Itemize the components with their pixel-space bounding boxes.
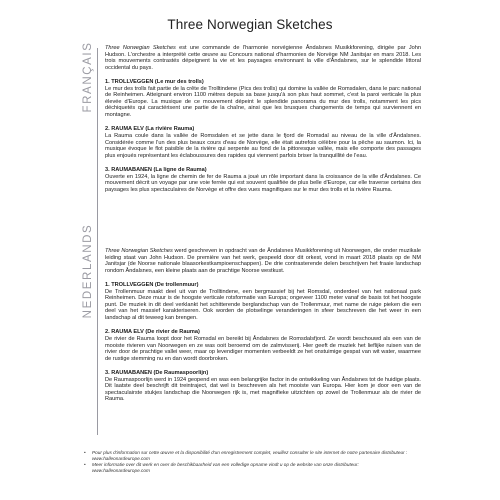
movement-heading: 1. TROLLVEGGEN (Le mur des trolls)	[105, 79, 204, 86]
movement-heading: 3. RAUMABANEN (La ligne de Rauma)	[105, 167, 207, 174]
section-divider-dutch	[97, 245, 98, 435]
footer-notes	[84, 450, 414, 473]
intro-text: est une commande de l'harmonie norvégienne Åndalsnes Musikkforening, dirigée par John Hudson. L'orchestre a interprété cette œuvre au Concours national d'harmonies de Norvège NM Janitsjar en mars 2018. Les trois mouvements contrastés dépeignent la vie et les paysages environnant la ville d'Åndalsnes, sur le splendide littoral occidental du pays.	[105, 45, 421, 71]
work-title-italic: Three Norwegian Sketches	[105, 248, 173, 254]
movement-text: Ouverte en 1924, la ligne de chemin de fer de Rauma a joué un rôle important dans la croissance de la ville d'Åndalsnes. Ce mouvement décrit un voyage par une voie ferrée qui est souvent qualifiée de plus belle d'Europe, car elle traverse certains des paysages les plus spectaculaires de Norvège et offre des vues magnifiques sur le mur des trolls et la rivière Rauma.	[105, 173, 421, 193]
work-title-italic: Three Norwegian Sketches	[105, 45, 176, 51]
section-french	[105, 45, 421, 193]
movement-heading: 2. RAUMA ELV (La rivière Rauma)	[105, 126, 195, 133]
intro-text: werd geschreven in opdracht van de Åndalsnes Musikkforening uit Noorwegen, die onder muzikale leiding staat van John Hudson. De première van het werk, gespeeld door dit orkest, vond in maart 2018 plaats op de NM Janitsjar (de Noorse nationale blaasorkestkampioenschappen). De drie contrasterende delen beschrijven het fraaie landschap rondom Åndalsnes, een kleine plaats aan de prachtige Noorse westkust.	[105, 248, 421, 274]
movement-heading: 2. RAUMA ELV (De rivier de Rauma)	[105, 329, 200, 336]
movement-text: Le mur des trolls fait partie de la crête de Trolltindene (Pics des trolls) qui domine la vallée de Romsdalen, dans le parc national de Reinheimen. Atteignant environ 1100 mètres depuis sa base jusqu'à son plus haut sommet, c'est la paroi verticale la plus élevée d'Europe. La musique de ce mouvement dépeint le splendide panorama du mur des trolls, notamment les pics déchiquetés qui caractérisent une partie de la chaîne, ainsi que les brusques changements de temps qui surviennent en montagne.	[105, 85, 421, 118]
bullet-icon: •	[84, 462, 86, 468]
section-dutch	[105, 248, 421, 403]
movement-text: De rivier de Rauma loopt door het Romsdal en bereikt bij Åndalsnes de Romsdalsfjord. Ze wordt beschouwd als een van de mooiste rivieren van Noorwegen en ze was ooit beroemd om de zalmvisserij. Hier geeft de muziek het lieflijke ruisen van de rivier door de prachtige vallei weer, maar op levendiger momenten verbeeldt ze het onstuimige gespat van wit water, waarmee de rustige stemming nu en dan wordt doorbroken.	[105, 336, 421, 362]
intro-paragraph	[105, 248, 421, 274]
footnote	[84, 450, 414, 461]
movement-heading: 1. TROLLVEGGEN (De trollenmuur)	[105, 282, 199, 289]
bullet-icon: •	[84, 450, 86, 455]
footnote-text-dutch: Meer informatie over dit werk en over de beschikbaarheid van een volledige opname vindt u op de website van onze distributeur: www.halleonardeurope.com	[92, 462, 359, 473]
movement-text: La Rauma coule dans la vallée de Romsdalen et se jette dans le fjord de Romsdal au niveau de la ville d'Åndalsnes. Considérée comme l'un des plus beaux cours d'eau de Norvège, elle était autrefois célèbre pour la pêche au saumon. Ici, la musique évoque le flot paisible de la rivière qui serpente au fond de la pittoresque vallée, mais elle comporte des passages plus enjoués représentant les éclaboussures des rapides qui viennent parfois briser la tranquillité de l'eau.	[105, 133, 421, 159]
intro-paragraph	[105, 45, 421, 71]
footnote-text-french: Pour plus d'information sur cette œuvre et la disponibilité d'un enregistrement complet, veuillez consulter le site internet de notre partenaire distributeur : www.halleonardeurope.com	[92, 450, 408, 461]
language-label-dutch: NEDERLANDS	[82, 223, 94, 319]
footnote	[84, 462, 414, 473]
movement-text: De Trollenmuur maakt deel uit van de Trolltindene, een bergmassief bij het Romsdal, onderdeel van het nationaal park Reinheimen. Deze muur is de hoogste verticale rotsformatie van Europa; ongeveer 1100 meter vanaf de basis tot het hoogste punt. De muziek in dit deel verklankt het schitterende berglandschap van de Trollenmuur, met name de ruige pieken die een deel van het massief karakteriseren. Ook worden de plotselinge veranderingen in sfeer beschreven die het weer in een landschap al dit teweeg kan brengen.	[105, 288, 421, 321]
language-label-french: FRANÇAIS	[82, 41, 94, 113]
page-title: Three Norwegian Sketches	[167, 17, 333, 32]
movement-heading: 3. RAUMABANEN (De Raumaspoorlijn)	[105, 370, 209, 377]
movement-text: De Raumaspoorlijn werd in 1924 geopend en was een belangrijke factor in de ontwikkeling van Åndalsnes tot de huidige plaats. Dit laatste deel beschrijft dit treintraject, dat wel is beschreven als het mooiste van Europa. Hier kom je door een van de spectaculairste stukjes landschap die Noorwegen rijk is, met magnifieke uitzichten op zowel de Trollenmuur als de rivier de Rauma.	[105, 376, 421, 403]
